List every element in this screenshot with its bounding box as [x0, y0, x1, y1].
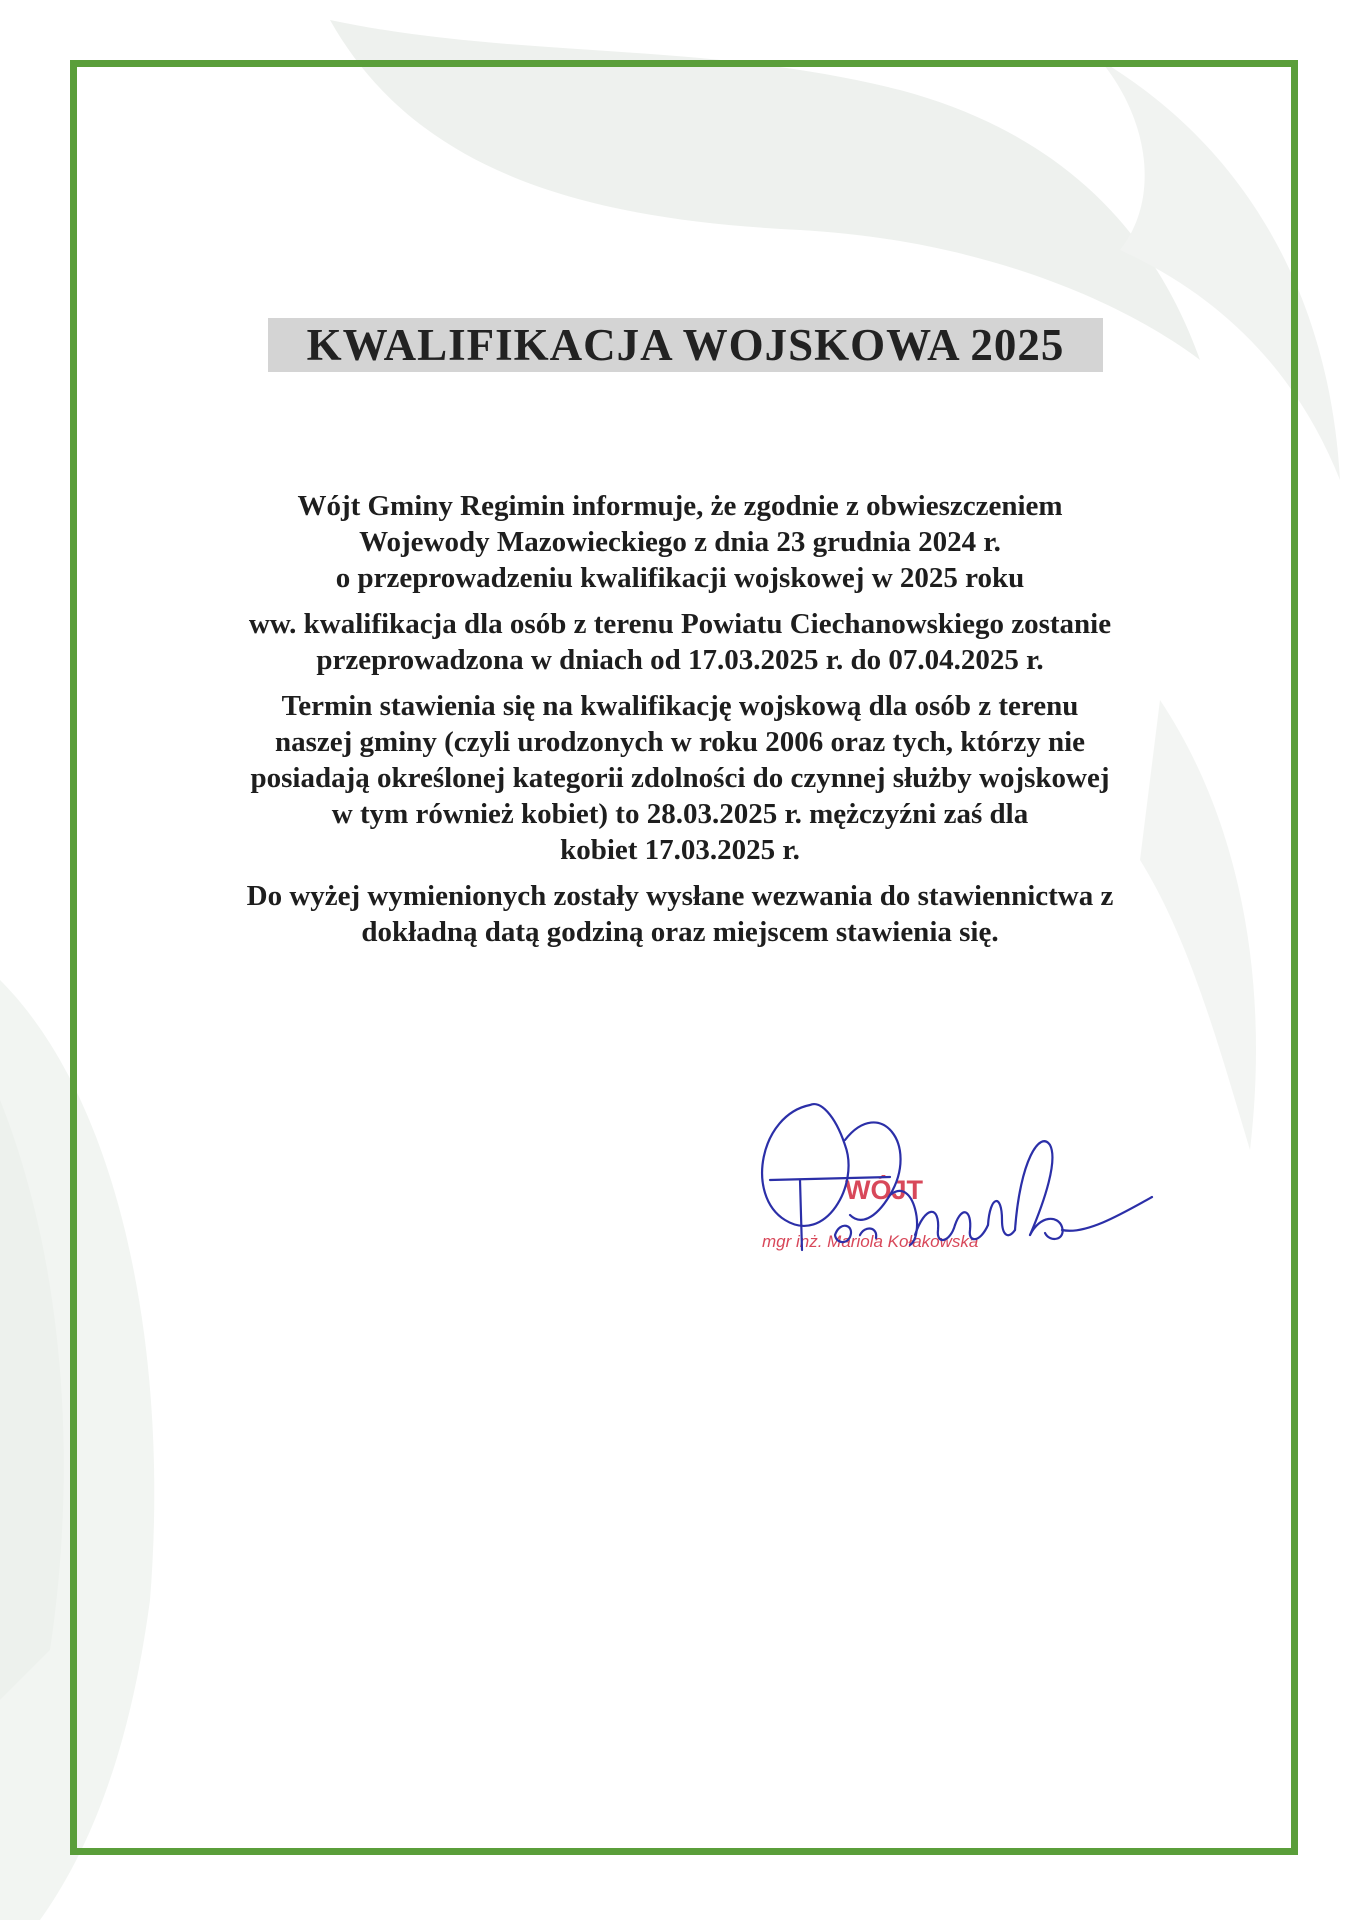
paragraph-dates	[150, 606, 1210, 678]
text-line: posiadają określonej kategorii zdolności do czynnej służby wojskowej	[250, 762, 1110, 794]
text-line: Wójt Gminy Regimin informuje, że zgodnie z obwieszczeniem	[297, 490, 1063, 522]
text-line: naszej gminy (czyli urodzonych w roku 2006 oraz tych, którzy nie	[274, 726, 1086, 758]
paragraph-intro	[150, 488, 1210, 596]
text-line: kobiet 17.03.2025 r.	[560, 834, 800, 866]
paragraph-appearance-term	[150, 688, 1210, 868]
announcement-body	[150, 488, 1210, 960]
text-line: o przeprowadzeniu kwalifikacji wojskowej w 2025 roku	[335, 562, 1025, 594]
text-line: w tym również kobiet) to 28.03.2025 r. mężczyźni zaś dla	[331, 798, 1029, 830]
stamp-name: mgr inż. Mariola Kołakowska	[762, 1232, 979, 1251]
handwritten-signature	[740, 1085, 1160, 1265]
text-line: Wojewody Mazowieckiego z dnia 23 grudnia 2024 r.	[359, 526, 1001, 558]
stamp-title: WÓJT	[845, 1175, 923, 1205]
text-line: Termin stawienia się na kwalifikację wojskową dla osób z terenu	[281, 690, 1079, 722]
document-title: KWALIFIKACJA WOJSKOWA 2025	[268, 318, 1103, 372]
text-line: dokładną datą godziną oraz miejscem stawienia się.	[361, 916, 999, 948]
paragraph-summons	[150, 878, 1210, 950]
text-line: przeprowadzona w dniach od 17.03.2025 r. do 07.04.2025 r.	[316, 644, 1044, 676]
text-line: ww. kwalifikacja dla osób z terenu Powiatu Ciechanowskiego zostanie	[248, 608, 1112, 640]
text-line: Do wyżej wymienionych zostały wysłane wezwania do stawiennictwa z	[246, 880, 1114, 912]
